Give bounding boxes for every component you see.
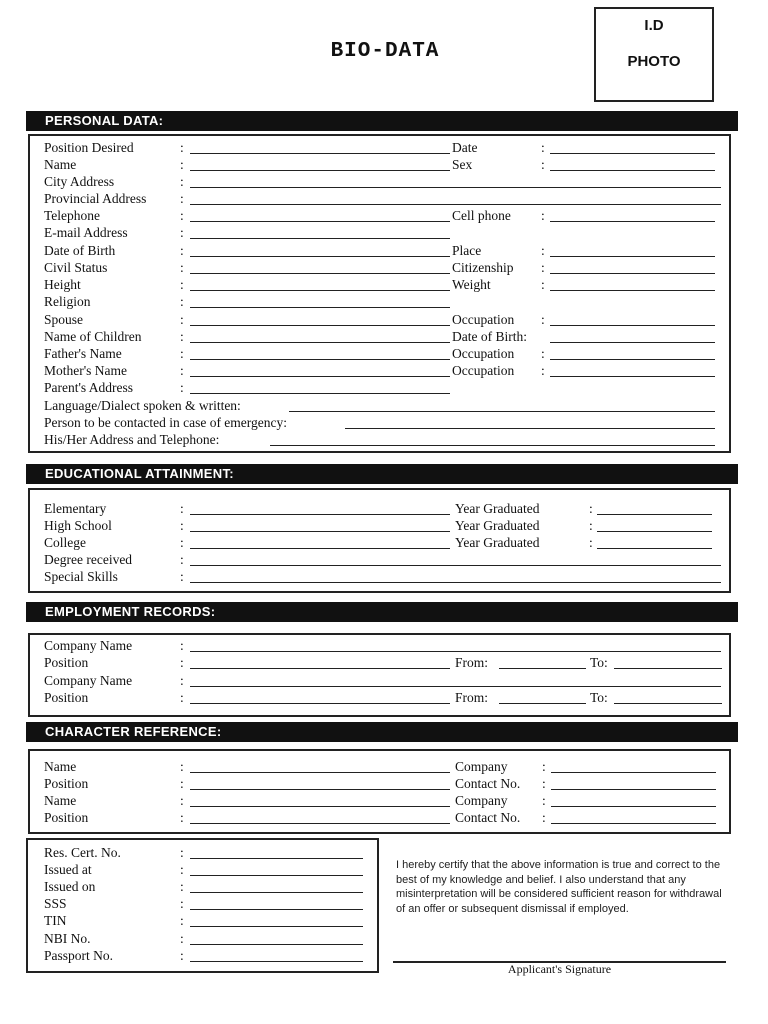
field-weight[interactable] (550, 290, 715, 291)
field-name[interactable] (190, 170, 450, 171)
section-header-personal: PERSONAL DATA: (26, 111, 738, 131)
section-header-education: EDUCATIONAL ATTAINMENT: (26, 464, 738, 484)
label-position-desired: Position Desired (44, 140, 134, 155)
field-issued-at[interactable] (190, 875, 363, 876)
field-language[interactable] (289, 411, 715, 412)
label-father-occupation: Occupation (452, 346, 515, 361)
colon: : (180, 363, 184, 378)
label-place: Place (452, 243, 482, 258)
field-civil-status[interactable] (190, 273, 450, 274)
field-to-2[interactable] (614, 703, 722, 704)
field-sss[interactable] (190, 909, 363, 910)
colon: : (541, 346, 545, 361)
colon: : (180, 380, 184, 395)
colon: : (180, 225, 184, 240)
label-reference-contact-2: Contact No. (455, 810, 521, 825)
colon: : (180, 776, 184, 791)
field-sex[interactable] (550, 170, 715, 171)
label-children-date-of-birth: Date of Birth: (452, 329, 527, 344)
field-reference-position-2[interactable] (190, 823, 450, 824)
colon: : (180, 879, 184, 894)
field-children-date-of-birth[interactable] (550, 342, 715, 343)
label-reference-company-2: Company (455, 793, 508, 808)
label-provincial-address: Provincial Address (44, 191, 147, 206)
colon: : (180, 243, 184, 258)
label-name: Name (44, 157, 77, 172)
label-date: Date (452, 140, 478, 155)
signature-label: Applicant's Signature (507, 962, 612, 976)
label-city-address: City Address (44, 174, 115, 189)
field-high-school-year-graduated[interactable] (597, 531, 712, 532)
label-spouse: Spouse (44, 312, 84, 327)
label-college: College (44, 535, 86, 550)
colon: : (180, 638, 184, 653)
field-high-school[interactable] (190, 531, 450, 532)
label-mother-occupation: Occupation (452, 363, 515, 378)
certification-statement: I hereby certify that the above information is true and correct to the best of my knowledge and belief. I also understand that any misinterpretation will be considered sufficient reason for withdrawal of an offer or subsequent dismissal if employed. (396, 859, 722, 915)
label-company-name-2: Company Name (44, 673, 133, 688)
field-cell-phone[interactable] (550, 221, 715, 222)
field-position-2[interactable] (190, 703, 450, 704)
label-issued-at: Issued at (44, 862, 92, 877)
education-box (28, 488, 731, 593)
field-mother-occupation[interactable] (550, 376, 715, 377)
field-tin[interactable] (190, 926, 363, 927)
label-elementary: Elementary (44, 501, 107, 516)
label-nbi-no: NBI No. (44, 931, 91, 946)
field-parents-address[interactable] (190, 393, 450, 394)
colon: : (180, 759, 184, 774)
label-mothers-name: Mother's Name (44, 363, 128, 378)
field-reference-company-1[interactable] (551, 772, 716, 773)
colon: : (180, 931, 184, 946)
label-emergency-contact: Person to be contacted in case of emergency: (44, 415, 288, 430)
colon: : (542, 810, 546, 825)
field-telephone[interactable] (190, 221, 450, 222)
label-position-2: Position (44, 690, 89, 705)
colon: : (541, 208, 545, 223)
label-reference-name-2: Name (44, 793, 77, 808)
label-height: Height (44, 277, 81, 292)
field-reference-name-1[interactable] (190, 772, 450, 773)
label-reference-company-1: Company (455, 759, 508, 774)
field-reference-contact-1[interactable] (551, 789, 716, 790)
label-fathers-name: Father's Name (44, 346, 122, 361)
colon: : (180, 294, 184, 309)
field-college[interactable] (190, 548, 450, 549)
colon: : (180, 346, 184, 361)
employment-box (28, 633, 731, 717)
colon: : (180, 845, 184, 860)
colon: : (541, 243, 545, 258)
colon: : (180, 140, 184, 155)
colon: : (180, 501, 184, 516)
field-issued-on[interactable] (190, 892, 363, 893)
field-reference-company-2[interactable] (551, 806, 716, 807)
reference-box (28, 749, 731, 834)
field-fathers-name[interactable] (190, 359, 450, 360)
field-reference-contact-2[interactable] (551, 823, 716, 824)
label-reference-contact-1: Contact No. (455, 776, 521, 791)
colon: : (180, 913, 184, 928)
field-emergency-contact[interactable] (345, 428, 715, 429)
label-position-1: Position (44, 655, 89, 670)
field-father-occupation[interactable] (550, 359, 715, 360)
field-place[interactable] (550, 256, 715, 257)
field-to-1[interactable] (614, 668, 722, 669)
label-tin: TIN (44, 913, 67, 928)
id-photo-box (594, 7, 714, 102)
label-sex: Sex (452, 157, 473, 172)
label-parents-address: Parent's Address (44, 380, 134, 395)
field-name-of-children[interactable] (190, 342, 450, 343)
field-reference-name-2[interactable] (190, 806, 450, 807)
label-reference-name-1: Name (44, 759, 77, 774)
colon: : (541, 312, 545, 327)
field-mothers-name[interactable] (190, 376, 450, 377)
photo-label-id: I.D (644, 17, 664, 34)
colon: : (180, 535, 184, 550)
field-position-1[interactable] (190, 668, 450, 669)
label-degree-received: Degree received (44, 552, 133, 567)
colon: : (180, 655, 184, 670)
label-high-school-year-graduated: Year Graduated (455, 518, 540, 533)
colon: : (542, 793, 546, 808)
photo-label-photo: PHOTO (627, 53, 681, 70)
colon: : (180, 208, 184, 223)
label-passport-no: Passport No. (44, 948, 114, 963)
colon: : (180, 948, 184, 963)
colon: : (541, 157, 545, 172)
colon: : (180, 793, 184, 808)
field-from-2[interactable] (499, 703, 586, 704)
field-emergency-address[interactable] (270, 445, 715, 446)
label-telephone: Telephone (44, 208, 101, 223)
field-college-year-graduated[interactable] (597, 548, 712, 549)
colon: : (180, 518, 184, 533)
colon: : (180, 862, 184, 877)
field-from-1[interactable] (499, 668, 586, 669)
colon: : (589, 535, 593, 550)
field-position-desired[interactable] (190, 153, 450, 154)
label-issued-on: Issued on (44, 879, 96, 894)
field-company-name-2[interactable] (190, 686, 721, 687)
label-email: E-mail Address (44, 225, 128, 240)
label-high-school: High School (44, 518, 112, 533)
colon: : (541, 277, 545, 292)
colon: : (180, 329, 184, 344)
colon: : (180, 690, 184, 705)
field-date[interactable] (550, 153, 715, 154)
colon: : (180, 277, 184, 292)
field-spouse-occupation[interactable] (550, 325, 715, 326)
section-header-employment: EMPLOYMENT RECORDS: (26, 602, 738, 622)
colon: : (180, 673, 184, 688)
label-religion: Religion (44, 294, 91, 309)
label-weight: Weight (452, 277, 491, 292)
colon: : (180, 810, 184, 825)
field-passport-no[interactable] (190, 961, 363, 962)
colon: : (180, 191, 184, 206)
field-company-name-1[interactable] (190, 651, 721, 652)
colon: : (542, 776, 546, 791)
field-city-address[interactable] (190, 187, 721, 188)
label-citizenship: Citizenship (452, 260, 514, 275)
colon: : (541, 260, 545, 275)
page-title: BIO-DATA (330, 40, 440, 63)
label-company-name-1: Company Name (44, 638, 133, 653)
label-date-of-birth: Date of Birth (44, 243, 116, 258)
label-civil-status: Civil Status (44, 260, 108, 275)
field-reference-position-1[interactable] (190, 789, 450, 790)
field-elementary-year-graduated[interactable] (597, 514, 712, 515)
label-res-cert-no: Res. Cert. No. (44, 845, 121, 860)
colon: : (541, 140, 545, 155)
colon: : (541, 363, 545, 378)
field-elementary[interactable] (190, 514, 450, 515)
field-special-skills[interactable] (190, 582, 721, 583)
field-email[interactable] (190, 238, 450, 239)
field-nbi-no[interactable] (190, 944, 363, 945)
label-sss: SSS (44, 896, 67, 911)
label-to-2: To: (590, 690, 608, 705)
colon: : (180, 569, 184, 584)
label-from-1: From: (455, 655, 489, 670)
field-provincial-address[interactable] (190, 204, 721, 205)
label-from-2: From: (455, 690, 489, 705)
label-reference-position-2: Position (44, 810, 89, 825)
colon: : (589, 501, 593, 516)
label-cell-phone: Cell phone (452, 208, 511, 223)
field-degree-received[interactable] (190, 565, 721, 566)
colon: : (180, 157, 184, 172)
colon: : (180, 260, 184, 275)
label-to-1: To: (590, 655, 608, 670)
colon: : (180, 312, 184, 327)
field-res-cert-no[interactable] (190, 858, 363, 859)
field-religion[interactable] (190, 307, 450, 308)
field-spouse[interactable] (190, 325, 450, 326)
label-reference-position-1: Position (44, 776, 89, 791)
label-emergency-address: His/Her Address and Telephone: (44, 432, 220, 447)
field-citizenship[interactable] (550, 273, 715, 274)
colon: : (542, 759, 546, 774)
label-special-skills: Special Skills (44, 569, 118, 584)
label-spouse-occupation: Occupation (452, 312, 515, 327)
label-college-year-graduated: Year Graduated (455, 535, 540, 550)
label-language: Language/Dialect spoken & written: (44, 398, 241, 413)
colon: : (180, 896, 184, 911)
label-name-of-children: Name of Children (44, 329, 142, 344)
colon: : (589, 518, 593, 533)
field-date-of-birth[interactable] (190, 256, 450, 257)
field-height[interactable] (190, 290, 450, 291)
colon: : (180, 552, 184, 567)
colon: : (180, 174, 184, 189)
label-elementary-year-graduated: Year Graduated (455, 501, 540, 516)
section-header-reference: CHARACTER REFERENCE: (26, 722, 738, 742)
